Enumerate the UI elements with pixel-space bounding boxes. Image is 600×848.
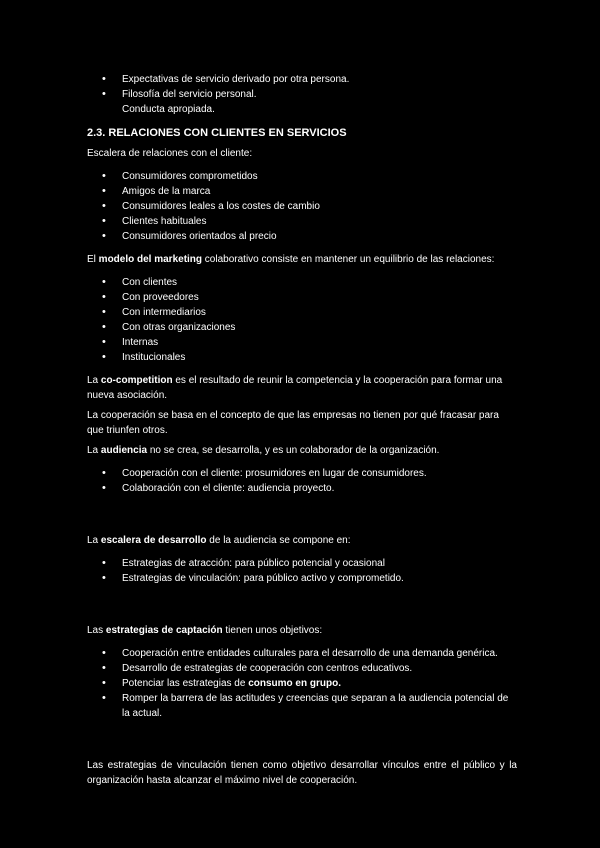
paragraph-escalera-desarrollo bbox=[87, 533, 517, 548]
list-item: • Amigos de la marca bbox=[87, 184, 517, 199]
list-objectives bbox=[87, 646, 517, 721]
list-relationship-ladder bbox=[87, 169, 517, 244]
spacer bbox=[87, 586, 517, 618]
list-item: • Consumidores leales a los costes de cambio bbox=[87, 199, 517, 214]
list-item: Conducta apropiada. bbox=[122, 104, 215, 115]
text-run: Las bbox=[87, 625, 106, 636]
text-run: Romper la barrera de las actitudes y creencias que separan a la audiencia potencial de la actual. bbox=[122, 693, 509, 719]
list-item: • Con otras organizaciones bbox=[87, 320, 517, 335]
bold-term: consumo en grupo. bbox=[248, 678, 341, 689]
paragraph-modelo bbox=[87, 252, 517, 267]
list-item: • Con clientes bbox=[87, 275, 517, 290]
spacer bbox=[87, 721, 517, 753]
text-run: Potenciar las estrategias de bbox=[122, 678, 249, 689]
text-run: no se crea, se desarrolla, y es un colaborador de la organización. bbox=[147, 445, 440, 456]
list-item: • Institucionales bbox=[87, 350, 517, 365]
list-item bbox=[87, 691, 517, 721]
text-run: es el resultado de reunir la competencia y la cooperación para formar una nueva asociación. bbox=[87, 375, 503, 401]
paragraph-co-competition bbox=[87, 373, 517, 403]
list-item: • Expectativas de servicio derivado por otra persona. bbox=[87, 72, 517, 87]
text-run: El bbox=[87, 254, 99, 265]
paragraph-vinculacion: Las estrategias de vinculación tienen como objetivo desarrollar vínculos entre el público y la organización hasta alcanzar el máximo nivel de cooperación. bbox=[87, 760, 517, 786]
list-item: • Internas bbox=[87, 335, 517, 350]
list-item: • Filosofía del servicio personal. bbox=[87, 87, 517, 102]
list-item: • Con proveedores bbox=[87, 290, 517, 305]
list-item: • Estrategias de vinculación: para público activo y comprometido. bbox=[87, 571, 517, 586]
list-relations bbox=[87, 275, 517, 365]
text-run: de la audiencia se compone en: bbox=[206, 535, 351, 546]
text-run: colaborativo consiste en mantener un equilibrio de las relaciones: bbox=[202, 254, 495, 265]
paragraph-captacion bbox=[87, 623, 517, 638]
bold-term: estrategias de captación bbox=[105, 625, 223, 636]
document-page bbox=[87, 72, 517, 793]
list-item: • Consumidores comprometidos bbox=[87, 169, 517, 184]
bold-term: co-competition bbox=[100, 375, 173, 386]
paragraph-cooperacion: La cooperación se basa en el concepto de que las empresas no tienen por qué fracasar para que triunfen otros. bbox=[87, 410, 499, 436]
list-item bbox=[87, 676, 517, 691]
bold-term: modelo del marketing bbox=[98, 254, 203, 265]
text-run: Desarrollo de estrategias de cooperación con centros educativos. bbox=[122, 663, 413, 674]
list-item bbox=[87, 661, 517, 676]
text-run: La bbox=[87, 535, 101, 546]
list-item: • Colaboración con el cliente: audiencia proyecto. bbox=[87, 481, 517, 496]
spacer bbox=[87, 496, 517, 528]
paragraph-escalera: Escalera de relaciones con el cliente: bbox=[87, 148, 253, 159]
list-audience bbox=[87, 466, 517, 496]
list-strategies bbox=[87, 556, 517, 586]
list-item: • Con intermediarios bbox=[87, 305, 517, 320]
text-run: La bbox=[87, 445, 101, 456]
text-run: Cooperación entre entidades culturales para el desarrollo de una demanda genérica. bbox=[122, 648, 498, 659]
bold-term: escalera de desarrollo bbox=[100, 535, 207, 546]
text-run: La bbox=[87, 375, 101, 386]
section-heading: 2.3. RELACIONES CON CLIENTES EN SERVICIOS bbox=[87, 127, 347, 139]
list-item: • Estrategias de atracción: para público potencial y ocasional bbox=[87, 556, 517, 571]
list-item bbox=[87, 646, 517, 661]
paragraph-audiencia bbox=[87, 443, 517, 458]
list-expectations bbox=[87, 72, 517, 117]
list-item: • Clientes habituales bbox=[87, 214, 517, 229]
list-item: • Consumidores orientados al precio bbox=[87, 229, 517, 244]
bold-term: audiencia bbox=[100, 445, 148, 456]
text-run: tienen unos objetivos: bbox=[222, 625, 323, 636]
list-item: • Cooperación con el cliente: prosumidores en lugar de consumidores. bbox=[87, 466, 517, 481]
